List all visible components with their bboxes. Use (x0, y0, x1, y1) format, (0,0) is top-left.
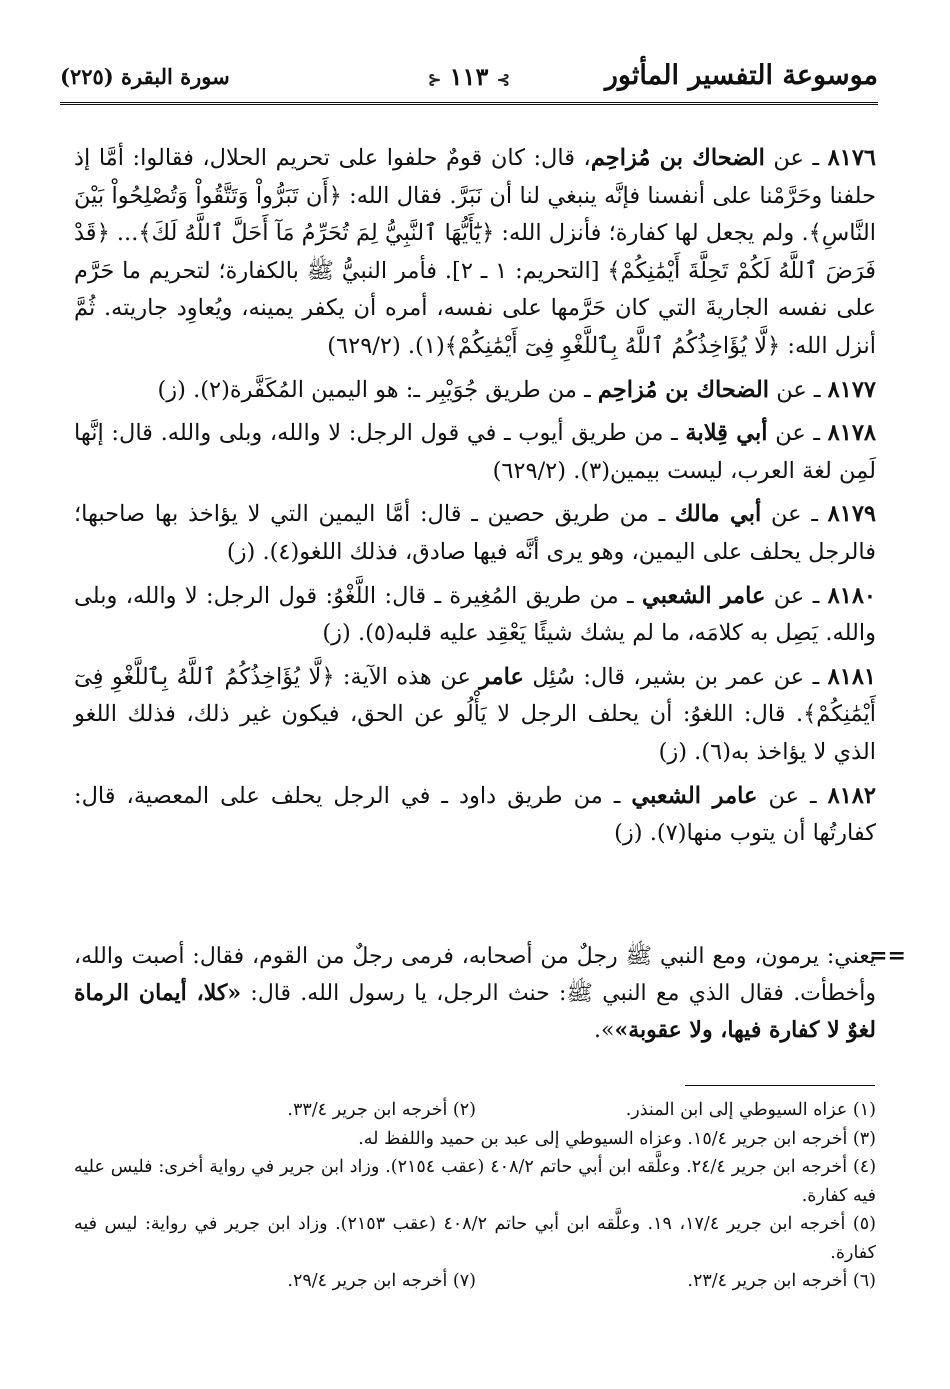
narrator-name: أبي مالك (674, 501, 762, 528)
entry-8177 (74, 372, 876, 410)
footnote-2: (٢) أخرجه ابن جرير ٣٣/٤. (287, 1100, 476, 1120)
entry-number: ٨١٧٩ (827, 501, 876, 528)
ornament-icon: ⊱ (496, 70, 511, 89)
narrator-name: الضحاك بن مُزاحِم (590, 145, 765, 171)
narrator-name: عامر (479, 663, 524, 690)
header-rule (60, 102, 878, 105)
footnote-7: (٧) أخرجه ابن جرير ٢٩/٤. (287, 1271, 476, 1291)
footnote-4: (٤) أخرجه ابن جرير ٢٤/٤. وعلَّقه ابن أبي حاتم ٤٠٨/٢ (عقب ٢١٥٤). وزاد ابن جرير في رواية أخرى: فليس عليه فيه كفارة. (74, 1157, 877, 1206)
ornament-icon: ⊰ (427, 70, 442, 89)
entry-prefix: ـ عن (757, 782, 828, 809)
narrator-name: عامر الشعبي (642, 582, 766, 609)
entry-prefix: ـ عن (769, 376, 828, 403)
footnote-6: (٦) أخرجه ابن جرير ٢٣/٤. (687, 1271, 876, 1291)
footnote-1: (١) عزاه السيوطي إلى ابن المنذر. (625, 1100, 876, 1120)
entry-text: ـ من طريق داود ـ في الرجل يحلف على المعصية، قال: كفارتُها أن يتوب منها(٧). (ز) (74, 782, 876, 847)
narrator-name: أبي قِلابة (685, 420, 768, 447)
entry-8180 (74, 578, 876, 653)
continuation-tail: ». (594, 1018, 615, 1043)
entry-number: ٨١٨٠ (827, 582, 876, 609)
entry-number: ٨١٨١ (827, 663, 876, 690)
page-header (60, 58, 878, 110)
entry-number: ٨١٨٢ (827, 782, 876, 809)
book-title: موسوعة التفسير المأثور (604, 60, 878, 91)
main-text (74, 140, 876, 859)
entry-number: ٨١٧٧ (827, 376, 876, 403)
entry-8181 (74, 659, 876, 772)
entry-8176 (74, 140, 876, 366)
entry-text: ، قال: كان قومٌ حلفوا على تحريم الحلال، فقالوا: أمَّا إذ حلفنا وحَرَّمْنا على أنفسنا فإنَّه ينبغي لنا أن نَبَرَّ. فقال الله: ﴿أَن تَبَرُّواْ وَتَتَّقُواْ وَتُصْلِحُواْ بَيْنَ النَّاسِ﴾. ولم يجعل لها كفارة؛ فأنزل الله: ﴿يَٰٓأَيُّهَا ٱلنَّبِيُّ لِمَ تُحَرِّمُ مَآ أَحَلَّ ٱللَّهُ لَكَ﴾... ﴿قَدْ فَرَضَ ٱللَّهُ لَكُمْ تَحِلَّةَ أَيْمَٰنِكُمْ﴾ [التحريم: ١ ـ ٢]. فأمر النبيُّ ﷺ بالكفارة؛ لتحريم ما حَرَّم على نفسه الجاريةَ التي كان حَرَّمها على نفسه، أمره أن يكفر يمينه، ويُعاوِد جاريته. ثُمَّ أنزل الله: ﴿لَّا يُؤَاخِذُكُمُ ٱللَّهُ بِٱللَّغْوِ فِىٓ أَيْمَٰنِكُمْ﴾(١). (٦٢٩/٢) (74, 145, 876, 359)
footnote-row (74, 1267, 876, 1296)
entry-8178 (74, 415, 876, 490)
continued-footnote (74, 938, 906, 1049)
footnotes (74, 1096, 876, 1296)
entry-8182 (74, 778, 876, 853)
continuation-bold: «كلا، أيمان الرماة لغوٌ لا كفارة فيها، ولا عقوبة» (74, 980, 876, 1043)
entry-text: ـ من طريق حصين ـ قال: أمَّا اليمين التي لا يؤاخذ بها صاحبها؛ فالرجل يحلف على اليمين، وهو يرى أنَّه فيها صادق، فذلك اللغو(٤). (ز) (74, 501, 876, 565)
entry-text: ـ من طريق أيوب ـ في قول الرجل: لا والله، وبلى والله. قال: إنَّها لَمِن لغة العرب، ليست بيمين(٣). (٦٢٩/٢) (74, 420, 876, 484)
narrator-name: عامر الشعبي (631, 782, 758, 809)
entry-prefix: ـ عن (767, 420, 828, 447)
entry-prefix: ـ عن عمر بن بشير، قال: سُئِل (523, 663, 828, 690)
narrator-name: الضحاك بن مُزاحِم (597, 376, 770, 403)
footnote-3: (٣) أخرجه ابن جرير ١٥/٤. وعزاه السيوطي إلى عبد بن حميد واللفظ له. (358, 1128, 876, 1149)
entry-number: ٨١٧٦ (827, 145, 876, 171)
entry-text: ـ من طريق المُغِيرة ـ قال: اللَّغْوُ: قول الرجل: لا والله، وبلى والله. يَصِل به كلامَه، ما لم يشك شيئًا يَعْقِد عليه قلبه(٥). (ز) (74, 582, 876, 647)
surah-label: سورة البقرة (٢٢٥) (60, 64, 230, 89)
footnote-5: (٥) أخرجه ابن جرير ١٧/٤، ١٩. وعلَّقه ابن أبي حاتم ٤٠٨/٢ (عقب ٢١٥٣). وزاد ابن جرير في رواية: ليس فيه كفارة. (74, 1214, 876, 1263)
entry-prefix: ـ عن (765, 582, 828, 609)
entry-text: ـ من طريق جُوَيْبِر ـ: هو اليمين المُكَفَّرة(٢). (ز) (157, 376, 598, 403)
entry-8179 (74, 496, 876, 571)
entry-prefix: ـ عن (764, 145, 828, 171)
entry-text: عن هذه الآية: ﴿لَّا يُؤَاخِذُكُمُ ٱللَّهُ بِٱللَّغْوِ فِىٓ أَيْمَٰنِكُمْ﴾. قال: اللغوُ: أن يحلف الرجل لا يَأْلُو عن الحق، فيكون غير ذلك، فذلك اللغو الذي لا يؤاخذ به(٦). (ز) (74, 663, 876, 765)
entry-number: ٨١٧٨ (827, 420, 877, 447)
continuation-text: يعني: يرمون، ومع النبي ﷺ رجلٌ من أصحابه، فرمى رجلٌ من القوم، فقال: أصبت والله، وأخطأت. فقال الذي مع النبي ﷺ: حنث الرجل، يا رسول الله. قال: (74, 944, 876, 1006)
footnote-row (74, 1096, 876, 1125)
page-number: ١١٣ (449, 62, 489, 91)
continuation-marker: == (869, 943, 906, 969)
footnote-separator (685, 1085, 875, 1086)
entry-prefix: ـ عن (761, 501, 828, 528)
